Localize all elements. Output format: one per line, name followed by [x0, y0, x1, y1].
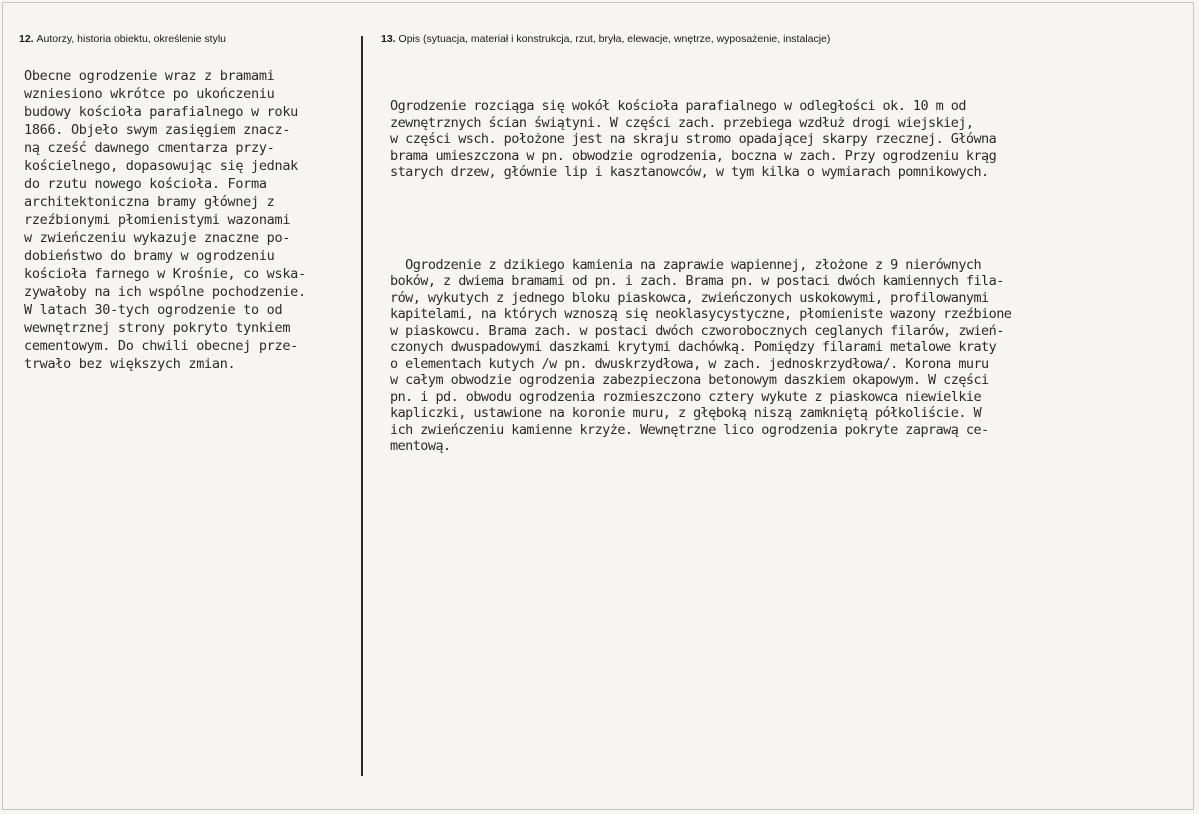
text-line: w piaskowcu. Brama zach. w postaci dwóch czworobocznych ceglanych filarów, zwień- — [390, 322, 1004, 339]
text-line: zywałoby na ich wspólne pochodzenie. — [24, 284, 306, 300]
text-line: dobieństwo do bramy w ogrodzeniu — [24, 248, 275, 264]
text-line: kapitelami, na których wznoszą się neoklasycystyczne, płomieniste wazony rzeźbione — [390, 306, 1012, 322]
section-12-number: 12. — [19, 33, 34, 45]
text-line: ich zwieńczeniu kamienne krzyże. Wewnętrzne lico ogrodzenia pokryte zaprawą ce- — [390, 421, 989, 438]
text-line: rzeźbionymi płomienistymi wazonami — [24, 212, 291, 228]
section-13-heading — [381, 33, 830, 45]
text-line: do rzutu nowego kościoła. Forma — [24, 176, 267, 192]
text-line: budowy kościoła parafialnego w roku — [24, 104, 298, 120]
text-line: w całym obwodzie ogrodzenia zabezpieczona betonowym daszkiem okapowym. W części — [390, 372, 989, 388]
text-line: Ogrodzenie z dzikiego kamienia na zaprawie wapiennej, złożone z 9 nierównych — [390, 256, 982, 273]
text-line: architektoniczna bramy głównej z — [24, 194, 275, 210]
text-line: w części wsch. położone jest na skraju stromo opadającej skarpy rzecznej. Główna — [390, 131, 997, 147]
section-13-paragraph-2 — [390, 257, 1011, 455]
text-line: o elementach kutych /w pn. dwuskrzydłowa, w zach. jednoskrzydłowa/. Korona muru — [390, 355, 989, 372]
text-line: brama umieszczona w pn. obwodzie ogrodzenia, boczna w zach. Przy ogrodzeniu krąg — [390, 147, 997, 164]
section-13-number: 13. — [381, 33, 396, 45]
section-13-body — [390, 65, 1011, 488]
paragraph-gap — [390, 214, 1011, 224]
text-line: mentową. — [390, 438, 451, 454]
text-line: cementowym. Do chwili obecnej prze- — [24, 338, 298, 354]
text-line: boków, z dwiema bramami od pn. i zach. Brama pn. w postaci dwóch kamiennych fila- — [390, 273, 1004, 289]
text-line: kapliczki, ustawione na koronie muru, z głęboką niszą zamkniętą półkoliście. W — [390, 405, 982, 421]
text-line: zewnętrznych ścian świątyni. W części zach. przebiega wzdłuż drogi wiejskiej, — [390, 114, 974, 131]
text-line: rów, wykutych z jednego bloku piaskowca, zwieńczonych uskokowymi, profilowanymi — [390, 289, 989, 306]
text-line: W latach 30-tych ogrodzenie to od — [24, 302, 283, 318]
text-line: kościoła farnego w Krośnie, co wska- — [24, 266, 306, 282]
text-line: 1866. Objeło swym zasięgiem znacz- — [24, 122, 291, 138]
section-13-title: Opis — [398, 33, 421, 45]
section-13-subtitle: (sytuacja, materiał i konstrukcja, rzut, bryła, elewacje, wnętrze, wyposażenie, instalacje) — [423, 33, 831, 45]
text-line: Ogrodzenie rozciąga się wokół kościoła parafialnego w odległości ok. 10 m od — [390, 98, 966, 114]
text-line: pn. i pd. obwodu ogrodzenia rozmieszczono cztery wykute z piaskowca niewielkie — [390, 388, 982, 405]
text-line: czonych dwuspadowymi daszkami krytymi dachówką. Pomiędzy filarami metalowe kraty — [390, 339, 997, 355]
text-line: wzniesiono wkrótce po ukończeniu — [24, 86, 275, 102]
text-line: starych drzew, głównie lip i kasztanowców, w tym kilka o wymiarach pomnikowych. — [390, 164, 989, 180]
text-line: wewnętrznej strony pokryto tynkiem — [24, 320, 291, 336]
section-12-heading — [19, 33, 226, 45]
text-line: Obecne ogrodzenie wraz z bramami — [24, 68, 275, 84]
text-line: kościelnego, dopasowując się jednak — [24, 158, 298, 174]
section-13-paragraph-1 — [390, 98, 1011, 181]
column-divider — [361, 36, 363, 776]
text-line: w zwieńczeniu wykazuje znaczne po- — [24, 230, 291, 246]
text-line: trwało bez większych zmian. — [24, 356, 236, 372]
section-12-title: Autorzy, historia obiektu, określenie stylu — [36, 33, 227, 45]
text-line: ną cześć dawnego cmentarza przy- — [24, 140, 275, 156]
section-12-body — [24, 67, 306, 373]
